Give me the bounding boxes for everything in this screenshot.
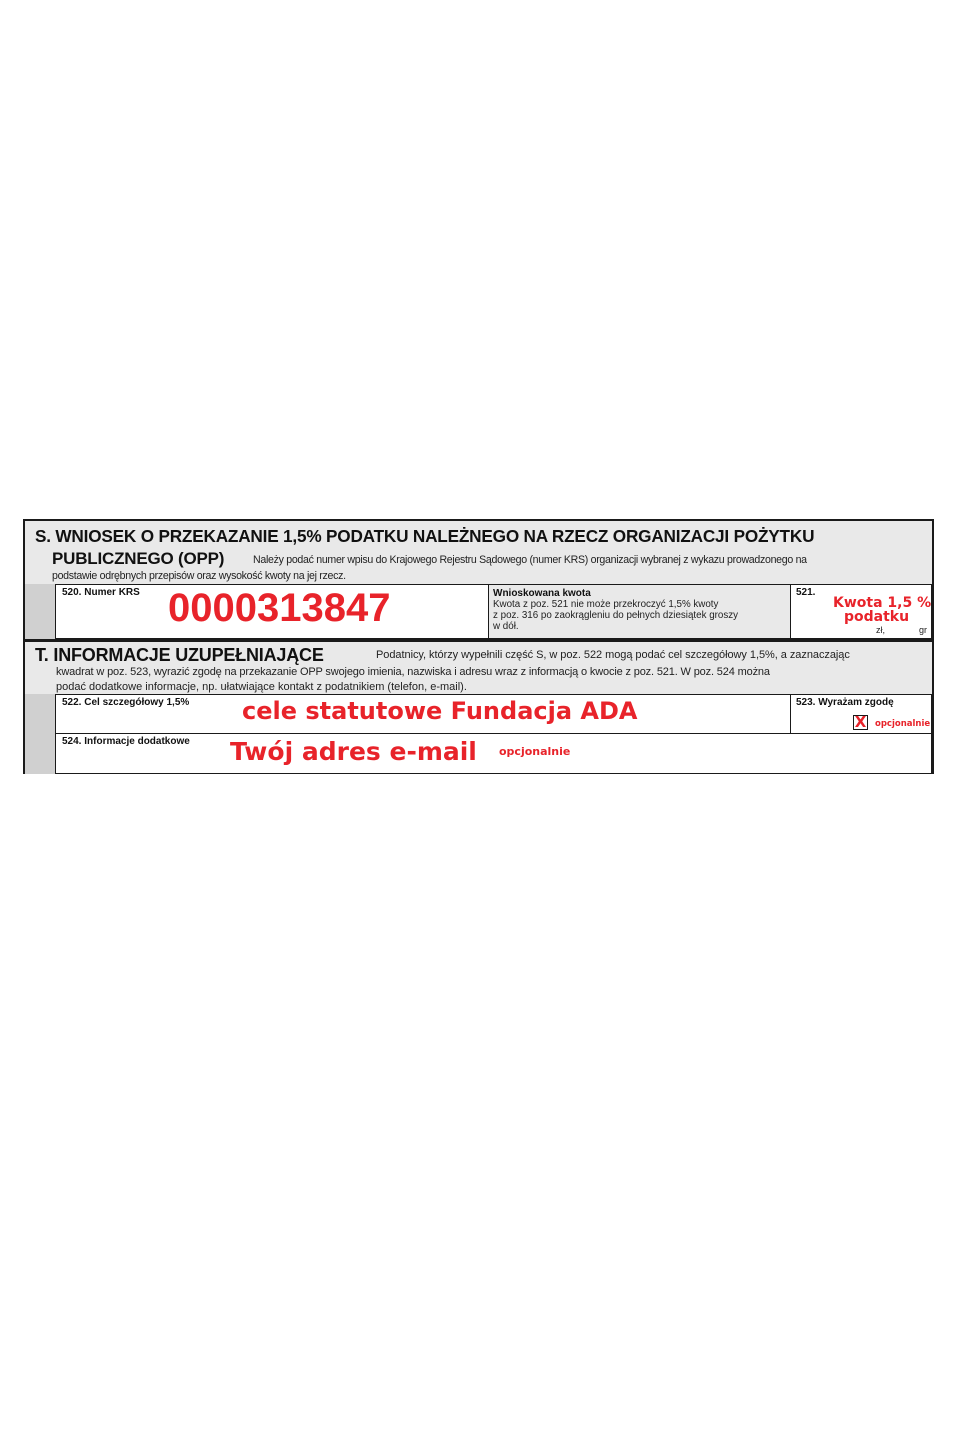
requested-amount-info: [489, 584, 790, 639]
field-521-label: 521.: [796, 587, 816, 598]
section-divider: [25, 639, 932, 642]
field-524-label: 524. Informacje dodatkowe: [62, 736, 190, 747]
requested-amount-desc-2: z poz. 316 po zaokrągleniu do pełnych dziesiątek groszy: [493, 610, 739, 621]
purpose-value: cele statutowe Fundacja ADA: [242, 697, 638, 725]
section-t-title: T. INFORMACJE UZUPEŁNIAJĄCE: [35, 645, 324, 665]
amount-hint-line1: Kwota 1,5 %: [833, 595, 932, 611]
krs-number: 0000313847: [168, 586, 391, 630]
field-524-additional-info[interactable]: [55, 733, 932, 774]
section-t-description-3: podać dodatkowe informacje, np. ułatwiające kontakt z podatnikiem (telefon, e-mail).: [56, 681, 467, 693]
currency-gr: gr: [919, 625, 928, 635]
field-521-amount[interactable]: [790, 584, 932, 639]
requested-amount-desc-1: Kwota z poz. 521 nie może przekroczyć 1,5% kwoty: [493, 599, 719, 610]
currency-zl: zł,: [876, 625, 885, 635]
amount-hint-line2: podatku: [844, 609, 910, 625]
section-t-margin: [25, 694, 55, 774]
requested-amount-desc-3: w dół.: [493, 621, 519, 632]
section-s-title-cont: PUBLICZNEGO (OPP): [52, 549, 225, 568]
tax-form-section: [23, 519, 934, 774]
requested-amount-label: Wnioskowana kwota: [493, 588, 591, 599]
field-522-purpose[interactable]: [55, 694, 791, 734]
email-value: Twój adres e-mail: [230, 737, 477, 766]
field-523-label: 523. Wyrażam zgodę: [796, 697, 894, 708]
email-optional-note: opcjonalnie: [499, 745, 571, 758]
field-522-label: 522. Cel szczegółowy 1,5%: [62, 697, 190, 708]
consent-checkbox[interactable]: X: [854, 713, 867, 731]
section-s-title: S. WNIOSEK O PRZEKAZANIE 1,5% PODATKU NALEŻNEGO NA RZECZ ORGANIZACJI POŻYTKU: [35, 526, 815, 546]
section-t-description-2: kwadrat w poz. 523, wyrazić zgodę na przekazanie OPP swojego imienia, nazwiska i adresu wraz z informacją o kwocie z poz. 521. W poz. 524 można: [56, 666, 770, 678]
field-520-krs[interactable]: [55, 584, 489, 639]
field-523-consent[interactable]: [790, 694, 932, 734]
section-s-description-cont: podstawie odrębnych przepisów oraz wysokość kwoty na jej rzecz.: [52, 570, 346, 582]
section-t-description-1: Podatnicy, którzy wypełnili część S, w poz. 522 mogą podać cel szczegółowy 1,5%, a zaznaczając: [376, 649, 850, 661]
consent-optional-note: opcjonalnie: [875, 719, 931, 729]
field-520-label: 520. Numer KRS: [62, 587, 140, 598]
section-s-description: Należy podać numer wpisu do Krajowego Rejestru Sądowego (numer KRS) organizacji wybranej z wykazu prowadzonego na: [253, 554, 807, 566]
section-s-margin: [25, 584, 55, 639]
